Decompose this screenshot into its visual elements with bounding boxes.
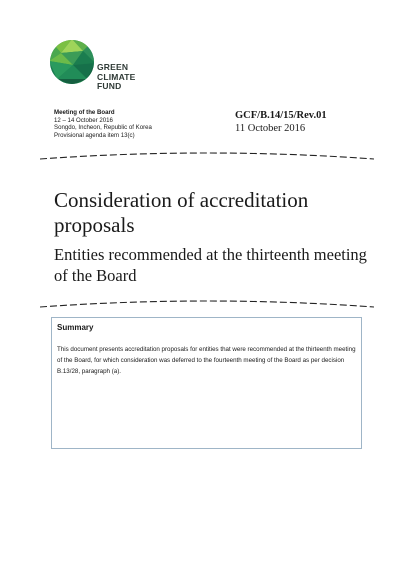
logo-line: CLIMATE	[97, 71, 136, 82]
summary-heading: Summary	[57, 323, 94, 332]
meeting-info	[54, 109, 152, 139]
logo-line: FUND	[97, 81, 122, 91]
meeting-agenda: Provisional agenda item 13(c)	[54, 131, 135, 139]
document-code: GCF/B.14/15/Rev.01	[235, 110, 327, 121]
document-reference	[235, 110, 327, 135]
summary-body: This document presents accreditation proposals for entities that were recommended at the thirteenth meeting of the Board, for which consideration was deferred to the fourteenth meeting of the Board as per decision B.13/28, paragraph (a).	[57, 346, 356, 375]
globe-icon	[49, 39, 95, 85]
bottom-divider	[40, 294, 374, 310]
gcf-logo	[49, 39, 149, 99]
summary-box	[51, 317, 362, 449]
top-divider	[40, 146, 374, 162]
page-title: Consideration of accreditation proposals	[54, 188, 309, 237]
meeting-dates: 12 – 14 October 2016	[54, 116, 113, 124]
page-subtitle: Entities recommended at the thirteenth meeting of the Board	[54, 245, 367, 285]
meeting-location: Songdo, Incheon, Republic of Korea	[54, 124, 152, 132]
meeting-heading: Meeting of the Board	[54, 109, 115, 116]
logo-wordmark	[97, 63, 136, 92]
logo-line: GREEN	[97, 62, 129, 72]
document-date: 11 October 2016	[235, 122, 306, 134]
